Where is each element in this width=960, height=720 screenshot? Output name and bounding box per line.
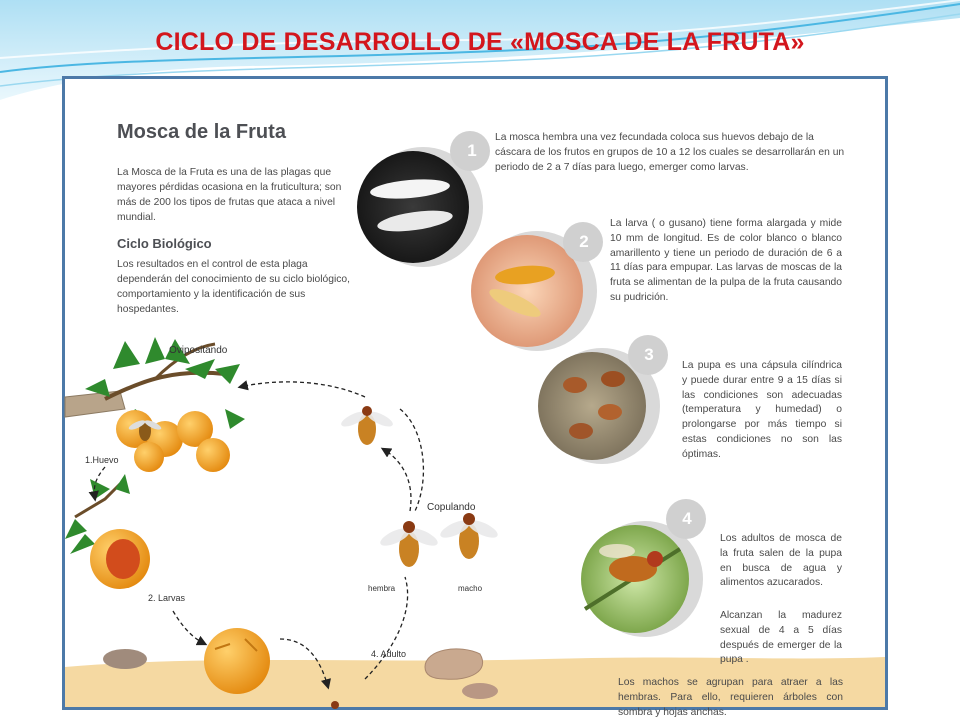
label-huevo: 1.Huevo [85,455,119,465]
fly-mating-pair [378,513,500,567]
step-4-number: 4 [682,509,692,528]
label-hembra: hembra [368,584,396,593]
mating-behavior-note: Los machos se agrupan para atraer a las hembras. Para ello, requieren árboles con sombra y hojas anchas. [618,677,843,718]
fallen-orange [204,628,270,694]
cycle-paragraph: Los resultados en el control de esta plaga dependerán del conocimiento de su ciclo biológico, comportamiento y la identificación de sus hospedantes. [117,259,350,316]
label-ovipositando: Ovipositando [169,345,228,356]
step-2-number: 2 [579,232,589,251]
step-3-description: La pupa es una cápsula cilíndrica y puede durar entre 9 a 15 días si las condiciones son adecuadas (temperatura y humedad) o prolongarse por más tiempo si estas condiciones no son las óptimas. [682,360,842,460]
pupa-in-soil [331,701,339,709]
rock [462,683,498,699]
step-1-number: 1 [467,141,477,160]
cycle-heading: Ciclo Biológico [117,236,212,251]
label-larvas: 2. Larvas [148,593,186,603]
rock [425,649,483,679]
step-2-description: La larva ( o gusano) tiene forma alargada y mide 10 mm de longitud. Es de color blanco o blanco amarillento y tiene un periodo de duración de 6 a 11 días para empupar. Las larvas de moscas de la fruta se alimentan de la pulpa de la fruta causando su pudrición. [610,218,842,304]
orange-tree-branch [65,337,245,472]
step-4-description: Los adultos de mosca de la fruta salen de la pupa en busca de agua y alimentos azucarados. [720,533,842,589]
step-4-maturity-note: Alcanzan la madurez sexual de 4 a 5 días después de emerger de la pupa . [720,610,842,666]
fly-flying [339,406,395,445]
label-copulando: Copulando [427,502,476,513]
infographic-panel [62,76,888,718]
intro-paragraph: La Mosca de la Fruta es una de las plagas que mayores pérdidas ocasiona en la fruticultura; son más de 200 los tipos de frutas que ataca a nivel mundial. [117,167,342,224]
info-heading: Mosca de la Fruta [117,121,286,143]
step-1-description: La mosca hembra una vez fecundada coloca sus huevos debajo de la cáscara de los frutos en grupos de 10 a 12 los cuales se desarrollarán en un periodo de 2 a 7 días para luego, emerger como larvas. [495,132,845,173]
step-3-number: 3 [644,345,654,364]
larva-orange-branch [65,474,150,589]
label-adulto: 4. Adulto [371,649,407,659]
label-macho: macho [458,584,483,593]
rock [103,649,147,669]
slide-title: CICLO DE DESARROLLO DE «MOSCA DE LA FRUTA» [155,28,805,56]
